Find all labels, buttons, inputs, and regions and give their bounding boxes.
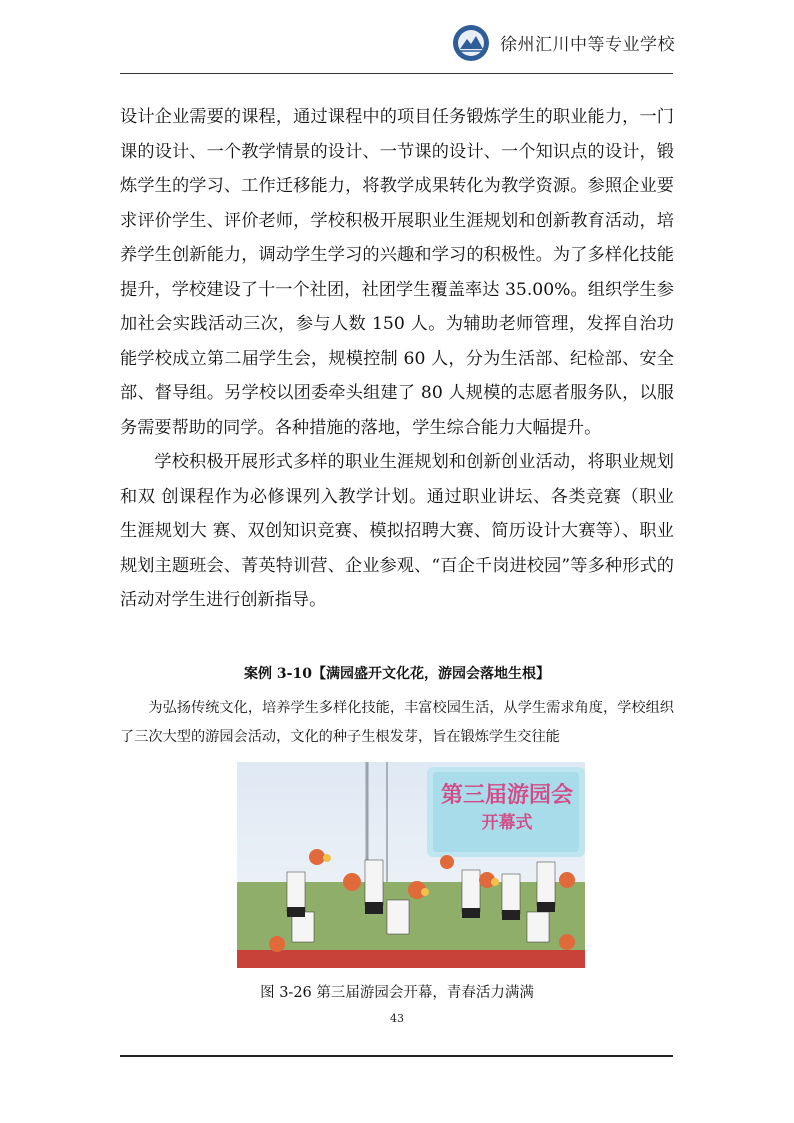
header-divider [120, 73, 673, 74]
page-number: 43 [390, 1012, 404, 1025]
paragraph-1: 设计企业需要的课程，通过课程中的项目任务锻炼学生的职业能力，一门课的设计、一个教学情景的设计、一节课的设计、一个知识点的设计，锻炼学生的学习、工作迁移能力，将教学成果转化为教学资源。参照企业要求评价学生、评价老师，学校积极开展职业生涯规划和创新教育活动，培养学生创新能力，调动学生学习的兴趣和学习的积极性。为了多样化技能提升，学校建设了十一个社团，社团学生覆盖率达 35.00%。组织学生参加社会实践活动三次，参与人数 150 人。为辅助老师管理，发挥自治功能学校成立第二届学生会，规模控制 60 人，分为生活部、纪检部、安全部、督导组。另学校以团委牵头组建了 80 人规模的志愿者服务队，以服务需要帮助的同学。各种措施的落地，学生综合能力大幅提升。 [120, 107, 674, 438]
figure-caption: 图 3-26 第三届游园会开幕，青春活力满满 [260, 985, 534, 1001]
header-school-name: 徐州汇川中等专业学校 [500, 35, 675, 55]
case-text: 为弘扬传统文化，培养学生多样化技能，丰富校园生活，从学生需求角度，学校组织了三次大型的游园会活动，文化的种子生根发芽，旨在锻炼学生交往能 [120, 700, 674, 745]
main-text-block [120, 100, 674, 618]
paragraph-2: 学校积极开展形式多样的职业生涯规划和创新创业活动，将职业规划和双 创课程作为必修课列入教学计划。通过职业讲坛、各类竞赛（职业生涯规划大 赛、双创知识竞赛、模拟招聘大赛、简历设计大赛等）、职业规划主题班会、菁英特训营、企业参观、“百企千岗进校园”等多种形式的活动对学生进行创新指导。 [120, 452, 674, 610]
case-title: 案例 3-10【满园盛开文化花，游园会落地生根】 [244, 666, 550, 682]
banner-text: 第三届游园会 [440, 783, 574, 808]
event-photo [237, 762, 585, 968]
footer-divider [120, 1055, 673, 1057]
school-logo [452, 24, 490, 62]
banner-subtext: 开幕式 [481, 813, 533, 833]
